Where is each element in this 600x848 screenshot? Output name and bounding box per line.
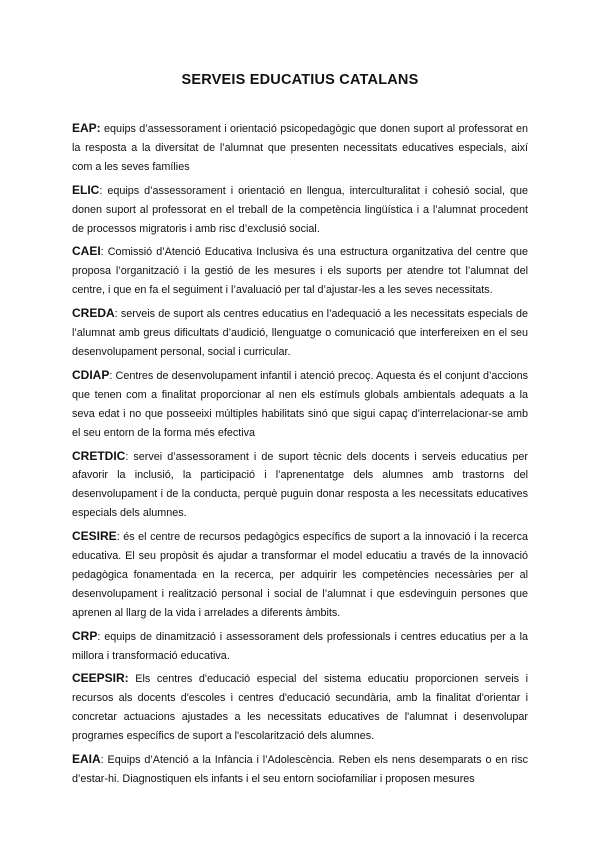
entry-cesire xyxy=(72,527,528,623)
entries-list xyxy=(72,119,528,793)
entry-term: CEEPSIR: xyxy=(72,671,129,686)
entry-term: CESIRE xyxy=(72,529,117,544)
entry-elic xyxy=(72,181,528,239)
entry-eap xyxy=(72,119,528,177)
entry-cdiap xyxy=(72,366,528,443)
page-title: SERVEIS EDUCATIUS CATALANS xyxy=(181,72,419,88)
entry-term: ELIC xyxy=(72,182,100,197)
entry-ceepsir xyxy=(72,669,528,746)
entry-crp xyxy=(72,627,528,666)
entry-definition: : Equips d’Atenció a la Infància i l’Adolescència. Reben els nens desemparats o en risc d’estar-hi. Diagnostiquen els infants i el seu entorn sociofamiliar i proposen mesures xyxy=(72,754,528,785)
entry-definition: : és el centre de recursos pedagògics específics de suport a la innovació i la recerca educativa. El seu propòsit és ajudar a transformar el model educatiu a través de la innovació pedagògica fonamentada en la recerca, per adquirir les competències necessàries per al desenvolupament i realització personal i social de l’alumnat i que esdevinguin persones que aprenen al llarg de la vida i arrelades a diferents àmbits. xyxy=(72,531,528,619)
entry-definition: : serveis de suport als centres educatius en l’adequació a les necessitats especials de l’alumnat amb greus dificultats d’audició, llenguatge o comunicació que interfereixen en el seu desenvolupament personal, social i curricular. xyxy=(72,308,528,358)
entry-caei xyxy=(72,242,528,300)
entry-term: CREDA xyxy=(72,306,115,321)
entry-creda xyxy=(72,304,528,362)
entry-definition: : Centres de desenvolupament infantil i atenció precoç. Aquesta és el conjunt d’accions que tenen com a finalitat proporcionar al nen els estímuls globals ambientals adequats a la seva edat i no que posseeixi múltiples habilitats sinó que sigui capaç d’interrelacionar-se amb el seu entorn de la forma més efectiva xyxy=(72,369,528,439)
entry-cretdic xyxy=(72,447,528,524)
entry-term: CRETDIC xyxy=(72,448,126,463)
entry-definition: : Comissió d’Atenció Educativa Inclusiva és una estructura organitzativa del centre que proposa l’organització i la gestió de les mesures i els suports per atendre tot l’alumnat del centre, i que en fa el seguiment i l’avaluació per tal d’ajustar-les a les seves necessitats. xyxy=(72,246,528,297)
entry-term: CAEI xyxy=(72,244,101,259)
entry-eaia xyxy=(72,750,528,789)
entry-definition: : servei d’assessorament i de suport tècnic dels docents i serveis educatius per afavorir la inclusió, la participació i l’aprenentatge dels alumnes amb trastorns del desenvolupament i de la conducta, perquè puguin donar resposta a les necessitats educatives especials dels alumnes. xyxy=(72,450,528,520)
entry-term: CDIAP xyxy=(72,367,110,382)
entry-term: EAIA xyxy=(72,752,101,767)
entry-definition: : equips de dinamització i assessorament dels professionals i centres educatius per a la millora i transformació educativa. xyxy=(72,630,528,662)
entry-definition: : equips d’assessorament i orientació en llengua, interculturalitat i cohesió social, que donen suport al professorat en el treball de la competència lingüística i a l’alumnat procedent de processos migratoris i amb risc d’exclusió social. xyxy=(72,184,528,235)
entry-definition: equips d’assessorament i orientació psicopedagògic que donen suport al professorat en la resposta a la diversitat de l’alumnat que presenten necessitats educatives especials, així com a les seves famílies xyxy=(72,123,528,173)
entry-term: EAP: xyxy=(72,121,101,135)
entry-definition: Els centres d'educació especial del sistema educatiu proporcionen serveis i recursos als docents d'escoles i centres d'educació secundària, amb la finalitat d'orientar i concretar actuacions ajustades a les necessitats educatives de l'alumnat i desenvolupar programes específics de suport a l'escolarització dels alumnes. xyxy=(72,673,528,743)
entry-term: CRP xyxy=(72,628,98,643)
